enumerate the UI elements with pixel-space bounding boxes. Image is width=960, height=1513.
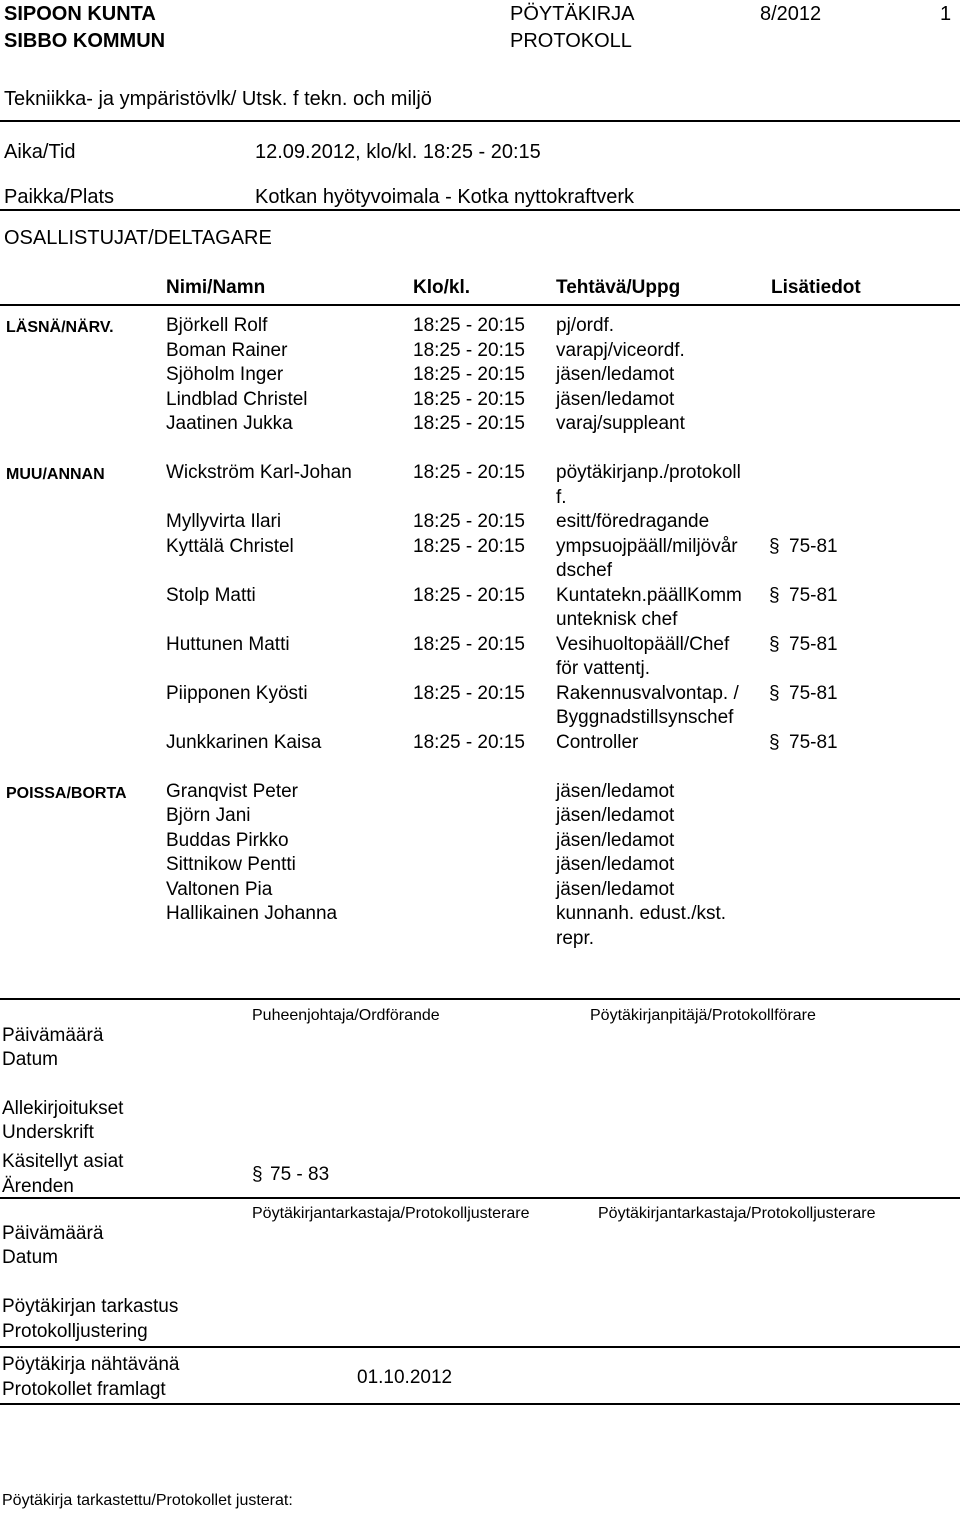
member-role: jäsen/ledamot [556,389,675,410]
absent-role: jäsen/ledamot [556,781,675,802]
sign-label-fi: Allekirjoitukset [2,1098,124,1119]
member-time: 18:25 - 20:15 [413,364,525,385]
member-time: 18:25 - 20:15 [413,315,525,336]
other-name: Kyttälä Christel [166,536,294,557]
place-label: Paikka/Plats [4,186,115,208]
other-role: Kuntatekn.päällKomm [556,585,742,606]
check-label-fi: Pöytäkirjan tarkastus [2,1296,179,1317]
time-label: Aika/Tid [4,141,76,163]
other-time: 18:25 - 20:15 [413,634,525,655]
other-name: Piipponen Kyösti [166,683,308,704]
absent-role: jäsen/ledamot [556,879,675,900]
items-value: 75 - 83 [270,1164,330,1185]
section-sign-icon: § [769,683,780,704]
other-role-cont: för vattentj. [556,658,650,679]
member-time: 18:25 - 20:15 [413,340,525,361]
section-sign-icon: § [252,1164,263,1185]
committee-name: Tekniikka- ja ympäristövlk/ Utsk. f tekn. och miljö [4,88,432,110]
display-date: 01.10.2012 [357,1367,453,1388]
section-sign-icon: § [769,732,780,753]
sign-label-sv: Underskrift [2,1122,94,1143]
display-divider [0,1346,960,1348]
other-name: Stolp Matti [166,585,256,606]
checked-divider [0,1403,960,1405]
section-sign-icon: § [769,536,780,557]
section-sign-icon: § [769,585,780,606]
col-header-role: Tehtävä/Uppg [556,277,681,298]
present-label: LÄSNÄ/NÄRV. [6,319,114,336]
other-role: Controller [556,732,639,753]
items-label-sv: Ärenden [2,1176,74,1197]
other-role-cont: f. [556,487,567,508]
absent-role: jäsen/ledamot [556,805,675,826]
checker2-label: Pöytäkirjantarkastaja/Protokolljusterare [598,1205,876,1222]
other-time: 18:25 - 20:15 [413,536,525,557]
header-divider [0,120,960,122]
time-value: 12.09.2012, klo/kl. 18:25 - 20:15 [255,141,541,163]
member-time: 18:25 - 20:15 [413,413,525,434]
other-time: 18:25 - 20:15 [413,462,525,483]
checked-label: Pöytäkirja tarkastettu/Protokollet justerat: [2,1492,293,1509]
member-role: varaj/suppleant [556,413,685,434]
other-time: 18:25 - 20:15 [413,683,525,704]
other-time: 18:25 - 20:15 [413,585,525,606]
date2-label-fi: Päivämäärä [2,1223,104,1244]
date2-label-sv: Datum [2,1247,58,1268]
member-role: varapj/viceordf. [556,340,685,361]
member-name: Björkell Rolf [166,315,268,336]
absent-name: Sittnikow Pentti [166,854,296,875]
member-name: Jaatinen Jukka [166,413,293,434]
checkers-divider [0,1197,960,1199]
section-sign-icon: § [769,634,780,655]
absent-name: Granqvist Peter [166,781,298,802]
items-label-fi: Käsitellyt asiat [2,1151,124,1172]
other-time: 18:25 - 20:15 [413,732,525,753]
other-role: pöytäkirjanp./protokoll [556,462,741,483]
member-name: Lindblad Christel [166,389,308,410]
columns-divider [0,304,960,306]
other-extra: 75-81 [789,732,838,753]
other-role: ympsuojpääll/miljövår [556,536,738,557]
other-role: esitt/föredragande [556,511,710,532]
member-name: Boman Rainer [166,340,288,361]
absent-role: kunnanh. edust./kst. [556,903,727,924]
other-label: MUU/ANNAN [6,466,105,483]
other-extra: 75-81 [789,634,838,655]
place-value: Kotkan hyötyvoimala - Kotka nyttokraftverk [255,186,635,208]
absent-name: Björn Jani [166,805,251,826]
member-role: jäsen/ledamot [556,364,675,385]
other-name: Huttunen Matti [166,634,290,655]
absent-name: Buddas Pirkko [166,830,289,851]
other-role: Vesihuoltopääll/Chef [556,634,730,655]
doc-type-fi: PÖYTÄKIRJA [510,3,635,25]
date1-label-fi: Päivämäärä [2,1025,104,1046]
other-role-cont: Byggnadstillsynschef [556,707,734,728]
other-extra: 75-81 [789,536,838,557]
checker1-label: Pöytäkirjantarkastaja/Protokolljusterare [252,1205,530,1222]
other-time: 18:25 - 20:15 [413,511,525,532]
other-name: Wickström Karl-Johan [166,462,352,483]
org-name-sv: SIBBO KOMMUN [4,30,166,52]
col-header-time: Klo/kl. [413,277,471,298]
page-number: 1 [940,3,952,25]
protocol-number: 8/2012 [760,3,822,25]
secretary-label: Pöytäkirjanpitäjä/Protokollförare [590,1007,816,1024]
absent-label: POISSA/BORTA [6,785,127,802]
other-role-cont: dschef [556,560,612,581]
col-header-name: Nimi/Namn [166,277,266,298]
check-label-sv: Protokolljustering [2,1321,148,1342]
doc-type-sv: PROTOKOLL [510,30,632,52]
display-label-fi: Pöytäkirja nähtävänä [2,1354,180,1375]
other-extra: 75-81 [789,683,838,704]
signatures-divider [0,998,960,1000]
col-header-extra: Lisätiedot [771,277,861,298]
meta-divider [0,209,960,211]
member-time: 18:25 - 20:15 [413,389,525,410]
org-name-fi: SIPOON KUNTA [4,3,156,25]
absent-role-cont: repr. [556,928,595,949]
participants-label: OSALLISTUJAT/DELTAGARE [4,227,272,249]
member-name: Sjöholm Inger [166,364,284,385]
other-name: Myllyvirta Ilari [166,511,282,532]
other-role-cont: unteknisk chef [556,609,678,630]
absent-name: Hallikainen Johanna [166,903,338,924]
other-role: Rakennusvalvontap. / [556,683,739,704]
member-role: pj/ordf. [556,315,615,336]
date1-label-sv: Datum [2,1049,58,1070]
display-label-sv: Protokollet framlagt [2,1379,166,1400]
absent-name: Valtonen Pia [166,879,273,900]
absent-role: jäsen/ledamot [556,854,675,875]
other-extra: 75-81 [789,585,838,606]
absent-role: jäsen/ledamot [556,830,675,851]
chair-label: Puheenjohtaja/Ordförande [252,1007,440,1024]
other-name: Junkkarinen Kaisa [166,732,322,753]
